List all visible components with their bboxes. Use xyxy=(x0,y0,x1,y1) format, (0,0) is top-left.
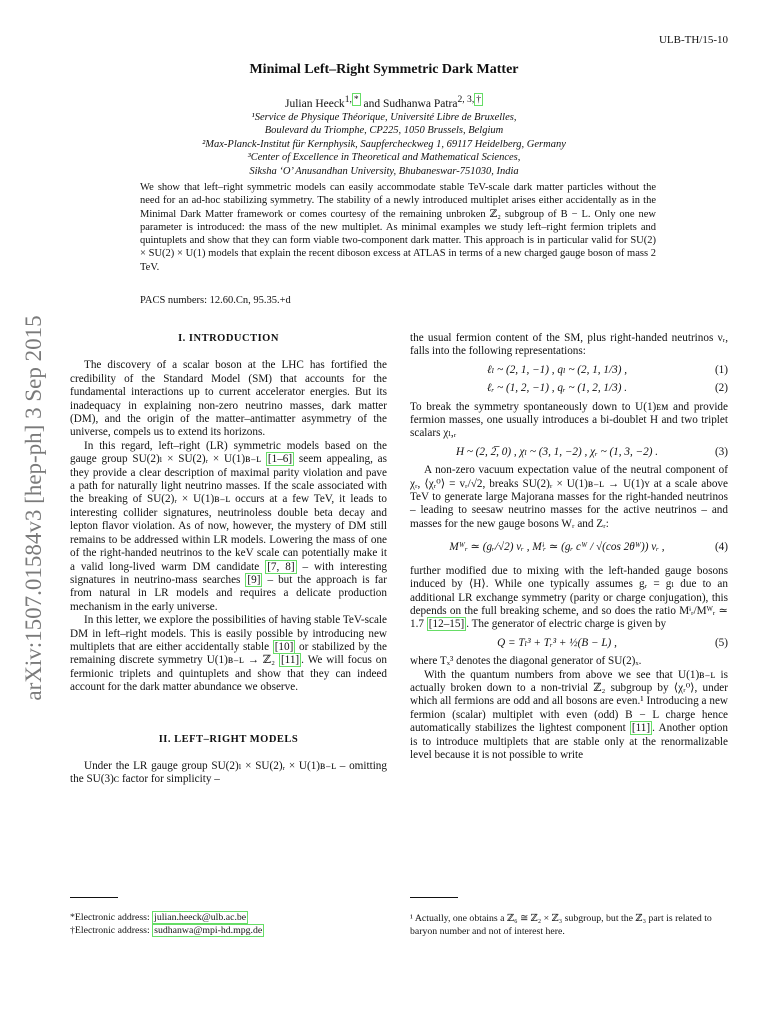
footnote-line: †Electronic address: sudhanwa@mpi-hd.mpg.de xyxy=(70,925,263,936)
report-number: ULB-TH/15-10 xyxy=(658,34,728,46)
section-heading-introduction: I. INTRODUCTION xyxy=(178,333,279,344)
equation-4: Mᵂᵣ ≃ (gᵣ/√2) vᵣ , Mᶤᵣ ≃ (gᵣ cᵂ / √(cos 2θᵂ)) vᵣ , (4) xyxy=(449,541,728,554)
author-footnote-link[interactable]: † xyxy=(476,94,482,105)
author-conjunction: and xyxy=(363,97,381,110)
affiliation-line: Siksha ‘O’ Anusandhan University, Bhubaneswar-751030, India xyxy=(249,165,519,177)
equation-1: ℓₗ ~ (2, 1, −1) , qₗ ~ (2, 1, 1/3) , (1) xyxy=(486,363,728,376)
paper-title: Minimal Left–Right Symmetric Dark Matter xyxy=(249,62,519,77)
author-affiliation-marks: 2, 3, † xyxy=(457,94,482,105)
citation-link[interactable]: [12–15] xyxy=(428,618,465,631)
author-name: Julian Heeck xyxy=(284,97,345,110)
paragraph: The discovery of a scalar boson at the LHC has fortified the credibility of the Standard Model (SM) that accounts for the fundamental interactions up to current accelerator energies. But its inadequacy in explaining non-zero neutrino masses, dark matter (DM), and the origin of the matter–antimatter asymmetry of the universe, compels us to extend its horizons. xyxy=(70,359,387,439)
author-line xyxy=(0,94,768,110)
affiliation-line: ²Max-Planck-Institut für Kernphysik, Saupfercheckweg 1, 69117 Heidelberg, Germany xyxy=(202,138,566,150)
paragraph: the usual fermion content of the SM, plus right-handed neutrinos νᵣ, falls into the following representations: xyxy=(410,332,728,358)
author-name: Sudhanwa Patra xyxy=(383,97,458,110)
citation-link[interactable]: [9] xyxy=(247,573,261,586)
equation-number: (1) xyxy=(714,363,728,376)
paragraph: A non-zero vacuum expectation value of the neutral component of χᵣ, ⟨χᵣ⁰⟩ = vᵣ/√2, breaks SU(2)ᵣ × U(1)ʙ₋ʟ → U(1)ʏ at a scale above TeV to generate large Majorana masses for the right-handed neutrinos – leading to seesaw neutrino masses for the active neutrinos – and masses for the new gauge bosons Wᵣ and Zᵣ: xyxy=(410,464,728,530)
equation-number: (4) xyxy=(714,541,728,554)
paragraph: With the quantum numbers from above we see that U(1)ʙ₋ʟ is actually broken down to a non-trivial ℤ₂ subgroup by ⟨χᵣ⁰⟩, under which all fermions are odd and all bosons are even.¹ Introducing a new fermion (scalar) multiplet with even (odd) B − L charge hence automatically stabilizes the lightest component [11] . Another option is to introduce multiplets that are stable only at the renormalizable level because it is not possible to write xyxy=(410,668,728,761)
email-link[interactable]: sudhanwa@mpi-hd.mpg.de xyxy=(154,925,263,936)
affiliation-line: ³Center of Excellence in Theoretical and Mathematical Sciences, xyxy=(247,152,521,164)
paragraph: where Tₓ³ denotes the diagonal generator of SU(2)ₓ. xyxy=(410,655,642,668)
author-footnote-link[interactable]: * xyxy=(353,94,359,105)
paragraph: In this letter, we explore the possibilities of having stable TeV-scale DM in left–right models. This is easily possible by introducing new multiplets that are either accidentally stable [10] or stabilized by the remaining discrete symmetry U(1)ʙ₋ʟ → ℤ₂ [11] . We will focus on fermionic triplets and quintuplets and show that they can indeed account for the dark matter abundance we observe. xyxy=(70,614,387,694)
footnote-line: *Electronic address: julian.heeck@ulb.ac.be xyxy=(70,912,247,923)
email-link[interactable]: julian.heeck@ulb.ac.be xyxy=(154,912,247,923)
arxiv-stamp: arXiv:1507.01584v3 [hep-ph] 3 Sep 2015 xyxy=(21,315,46,701)
equation-number: (3) xyxy=(714,445,728,458)
citation-link[interactable]: [7, 8] xyxy=(267,560,295,573)
affiliation-line: ¹Service de Physique Théorique, Université Libre de Bruxelles, xyxy=(251,112,517,123)
abstract: We show that left–right symmetric models can easily accommodate stable TeV-scale dark matter particles without the need for an ad-hoc stabilizing symmetry. The stability of a newly introduced multiplet arises either accidentally as in the Minimal Dark Matter framework or comes courtesy of the remaining unbroken ℤ₂ subgroup of B − L. Only one new parameter is introduced: the mass of the new multiplet. As minimal examples we study left–right fermion triplets and quintuplets and show that they can form viable two-component dark matter. This approach is in particular valid for SU(2) × SU(2) × U(1) models that explain the recent diboson excess at ATLAS in terms of a new charged gauge boson of mass 2 TeV. xyxy=(140,182,656,273)
affiliations xyxy=(0,111,768,178)
citation-link[interactable]: [1–6] xyxy=(267,453,293,466)
citation-link[interactable]: [11] xyxy=(631,722,651,735)
citation-link[interactable]: [11] xyxy=(280,654,300,667)
author-footnotes xyxy=(70,911,264,937)
pacs-numbers: PACS numbers: 12.60.Cn, 95.35.+d xyxy=(140,295,291,306)
equation-number: (2) xyxy=(714,382,728,395)
footnote-1: ¹ Actually, one obtains a ℤ₆ ≅ ℤ₂ × ℤ₃ subgroup, but the ℤ₃ part is related to baryon number and not of interest here. xyxy=(410,913,712,937)
paragraph: further modified due to mixing with the left-handed gauge bosons induced by ⟨H⟩. While one typically assumes gᵣ = gₗ due to an additional LR exchange symmetry (parity or charge conjugation), this depends on the full breaking scheme, and so does the ratio Mᶤᵣ/Mᵂᵣ ≃ 1.7 [12–15] . The generator of electric charge is given by xyxy=(410,564,728,631)
paragraph: To break the symmetry spontaneously down to U(1)ᴇᴍ and provide fermion masses, one usually introduces a bi-doublet H and two triplet scalars χₗ,ᵣ xyxy=(410,400,728,440)
footnote-rule xyxy=(70,897,118,898)
section-heading-lr-models: II. LEFT–RIGHT MODELS xyxy=(158,733,299,745)
equation-3: H ~ (2, 2̅, 0) , χₗ ~ (3, 1, −2) , χᵣ ~ (1, 3, −2) . (3) xyxy=(455,445,728,458)
citation-link[interactable]: [10] xyxy=(274,640,294,653)
footnote-rule xyxy=(410,897,458,898)
paragraph: Under the LR gauge group SU(2)ₗ × SU(2)ᵣ × U(1)ʙ₋ʟ – omitting the SU(3)ᴄ factor for simplicity – xyxy=(70,759,387,786)
paragraph: In this regard, left–right (LR) symmetric models based on the gauge group SU(2)ₗ × SU(2)ᵣ × U(1)ʙ₋ʟ [1–6] seem appealing, as they provide a clear description of maximal parity violation and pave a path for naturally light neutrino masses. If the scale associated with the breaking of SU(2)ᵣ × U(1)ʙ₋ʟ occurs at a few TeV, it leads to interesting collider signatures, neutrinoless double beta decay and lepton flavor violation. As of now, however, the mystery of DM still remains to be addressed within LR models. Lowering the mass of one of the right-handed neutrinos to the keV scale can potentially make it a valid long-lived warm DM candidate [7, 8] – with interesting signatures in neutrino-mass searches [9] – but the approach is far from natural in LR models and requires a delicate production mechanism in the early universe. xyxy=(70,439,388,613)
equation-number: (5) xyxy=(714,636,728,649)
left-column xyxy=(70,332,387,787)
right-column xyxy=(410,332,728,762)
affiliation-line: Boulevard du Triomphe, CP225, 1050 Brussels, Belgium xyxy=(264,125,504,137)
equation-5: Q = Tₗ³ + Tᵣ³ + ½(B − L) , (5) xyxy=(497,636,728,649)
author-affiliation-marks: 1, * xyxy=(344,94,359,105)
equation-2: ℓᵣ ~ (1, 2, −1) , qᵣ ~ (1, 2, 1/3) . (2) xyxy=(486,382,728,395)
